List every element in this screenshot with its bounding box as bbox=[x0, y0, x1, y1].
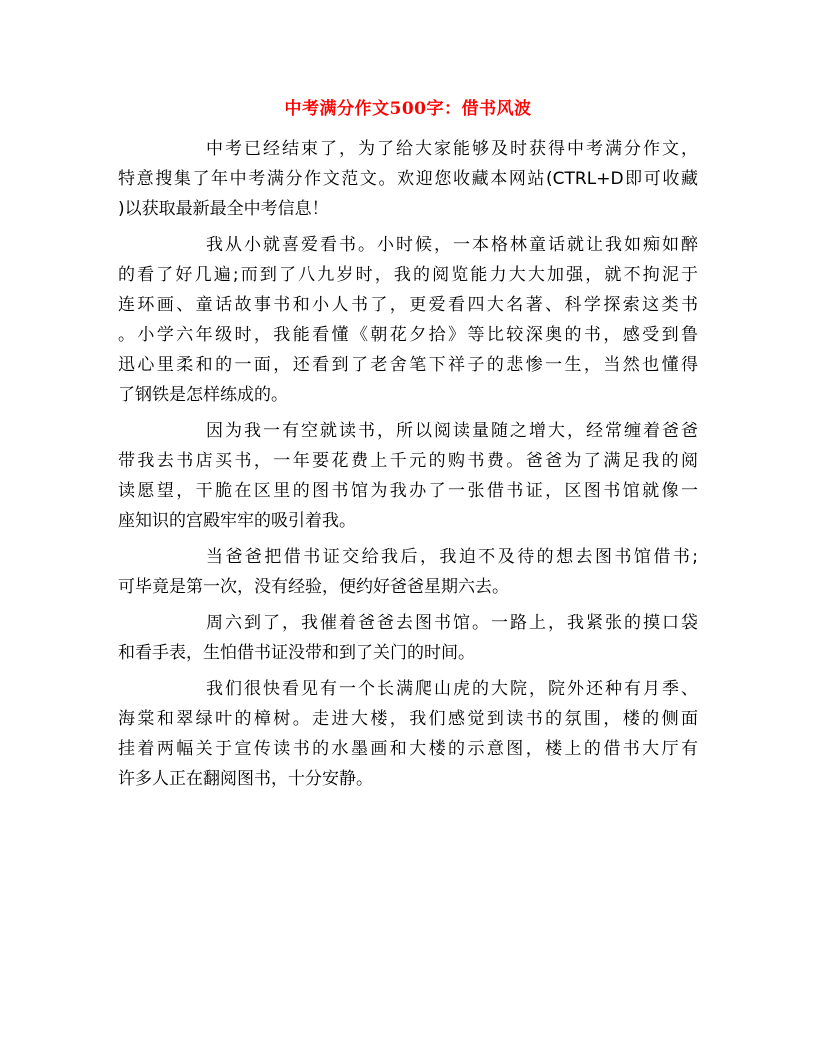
paragraph-line: 因为我一有空就读书，所以阅读量随之增大，经常缠着爸爸 bbox=[206, 421, 698, 441]
paragraph-line: 挂着两幅关于宣传读书的水墨画和大楼的示意图，楼上的借书大厅有 bbox=[118, 739, 698, 759]
paragraph-line: 中考已经结束了，为了给大家能够及时获得中考满分作文， bbox=[206, 139, 698, 159]
paragraph-line: 和看手表，生怕借书证没带和到了关门的时间。 bbox=[118, 643, 475, 663]
paragraph-line: )以获取最新最全中考信息！ bbox=[118, 199, 329, 219]
paragraph-1 bbox=[118, 134, 698, 224]
paragraph-line: 。小学六年级时，我能看懂《朝花夕拾》等比较深奥的书，感受到鲁 bbox=[118, 325, 698, 345]
paragraph-line: 当爸爸把借书证交给我后，我迫不及待的想去图书馆借书; bbox=[206, 547, 698, 567]
paragraph-6 bbox=[118, 674, 698, 794]
paragraph-line: 迅心里柔和的一面，还看到了老舍笔下祥子的悲惨一生，当然也懂得 bbox=[118, 355, 698, 375]
paragraph-line: 带我去书店买书，一年要花费上千元的购书费。爸爸为了满足我的阅 bbox=[118, 451, 698, 471]
paragraph-5 bbox=[118, 608, 698, 668]
paragraph-line: 了钢铁是怎样练成的。 bbox=[118, 385, 288, 405]
paragraph-line: 海棠和翠绿叶的樟树。走进大楼，我们感觉到读书的氛围，楼的侧面 bbox=[118, 709, 698, 729]
document-body bbox=[118, 134, 698, 800]
paragraph-4 bbox=[118, 542, 698, 602]
paragraph-2 bbox=[118, 230, 698, 410]
paragraph-line: 连环画、童话故事书和小人书了，更爱看四大名著、科学探索这类书 bbox=[118, 295, 698, 315]
paragraph-line: 我们很快看见有一个长满爬山虎的大院，院外还种有月季、 bbox=[206, 679, 698, 699]
paragraph-line: 座知识的宫殿牢牢的吸引着我。 bbox=[118, 511, 356, 531]
paragraph-line: 可毕竟是第一次，没有经验，便约好爸爸星期六去。 bbox=[118, 577, 509, 597]
paragraph-line: 特意搜集了年中考满分作文范文。欢迎您收藏本网站(CTRL+D即可收藏 bbox=[118, 169, 698, 189]
paragraph-line: 读愿望，干脆在区里的图书馆为我办了一张借书证，区图书馆就像一 bbox=[118, 481, 698, 501]
paragraph-line: 周六到了，我催着爸爸去图书馆。一路上，我紧张的摸口袋 bbox=[206, 613, 698, 633]
paragraph-line: 的看了好几遍;而到了八九岁时，我的阅览能力大大加强，就不拘泥于 bbox=[118, 265, 698, 285]
paragraph-line: 许多人正在翻阅图书，十分安静。 bbox=[118, 769, 373, 789]
paragraph-line: 我从小就喜爱看书。小时候，一本格林童话就让我如痴如醉 bbox=[206, 235, 698, 255]
document-title: 中考满分作文500字：借书风波 bbox=[284, 99, 532, 119]
paragraph-3 bbox=[118, 416, 698, 536]
